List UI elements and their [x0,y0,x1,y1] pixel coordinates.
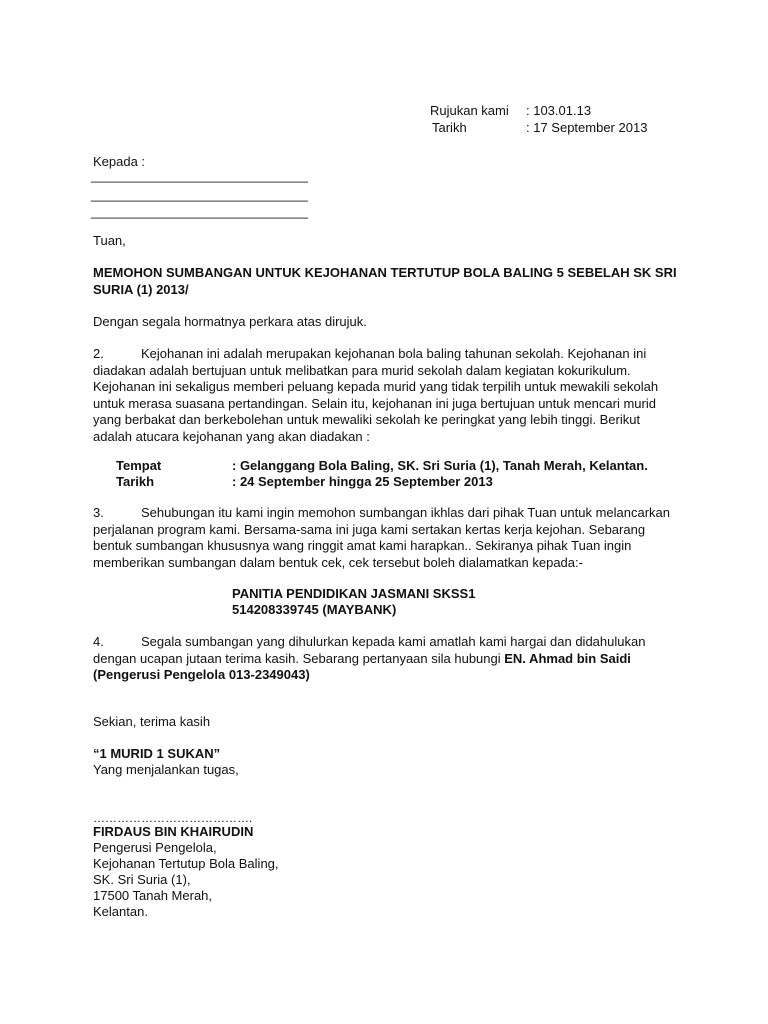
paragraph-2 [93,346,676,445]
address-line: Kejohanan Tertutup Bola Baling, [93,856,279,871]
tarikh-value: : 17 September 2013 [526,120,648,135]
event-tarikh-label: Tarikh [116,474,155,489]
opening-line: Dengan segala hormatnya perkara atas dirujuk. [93,314,367,329]
event-tempat-label: Tempat [116,458,162,473]
rujukan-value: : 103.01.13 [526,103,592,118]
letter-title-line2: SURIA (1) 2013/ [93,282,189,297]
paragraph-3-line: memberikan sumbangan dalam bentuk cek, cek tersebut boleh dialamatkan kepada:- [93,554,583,570]
paragraph-4-line: dengan ucapan jutaan terima kasih. Sebarang pertanyaan sila hubungi EN. Ahmad bin Saidi [93,650,631,666]
rujukan-label: Rujukan kami [430,103,509,118]
paragraph-3-line: 3. Sehubungan itu kami ingin memohon sumbangan ikhlas dari pihak Tuan untuk melancarkan [93,505,670,520]
paragraph-number: 2. [93,346,104,361]
signatory-name: FIRDAUS BIN KHAIRUDIN [93,824,254,839]
paragraph-2-line: yang berbakat dan berkebolehan untuk mewaliki sekolah ke peringkat yang lebih tinggi. Berikut [93,412,641,427]
payee-account: 514208339745 (MAYBANK) [232,602,397,617]
event-tempat-value: : Gelanggang Bola Baling, SK. Sri Suria (1), Tanah Merah, Kelantan. [232,458,648,473]
paragraph-4-line: 4. Segala sumbangan yang dihulurkan kepada kami amatlah kami hargai dan didahulukan [93,634,646,649]
contact-role-phone: (Pengerusi Pengelola 013-2349043) [93,667,310,682]
signature-line: …………………………………. [93,811,253,825]
recipient-label: Kepada : [93,154,146,169]
recipient-blank-line: ______________________________ [91,204,308,219]
paragraph-3 [93,505,676,571]
recipient-blank-line: ______________________________ [91,168,308,183]
paragraph-4 [93,634,676,684]
paragraph-2-line: adalah atucara kejohanan yang akan diadakan : [93,428,370,444]
paragraph-3-line: perjalanan program kami. Bersama-sama ini juga kami sertakan kertas kerja kejohan. Sebarang [93,521,646,537]
recipient-blank-line: ______________________________ [91,187,308,202]
paragraph-2-line: diadakan adalah bertujuan untuk melibatkan para murid sekolah dalam kegiatan kokurikulum. [93,362,631,378]
paragraph-2-line: 2. Kejohanan ini adalah merupakan kejohanan bola baling tahunan sekolah. Kejohanan ini [93,346,647,361]
address-line: SK. Sri Suria (1), [93,872,191,887]
closing-duty: Yang menjalankan tugas, [93,762,239,777]
contact-name: EN. Ahmad bin Saidi [504,650,631,666]
paragraph-3-line: bentuk sumbangan khususnya wang ringgit amat kami harapkan.. Sekiranya pihak Tuan ingin [93,538,632,553]
address-line: Kelantan. [93,904,148,919]
event-tarikh-value: : 24 September hingga 25 September 2013 [232,474,493,489]
tarikh-label: Tarikh [432,120,467,135]
closing-motto: “1 MURID 1 SUKAN” [93,746,221,761]
payee-name: PANITIA PENDIDIKAN JASMANI SKSS1 [232,586,476,601]
letter-title-line1: MEMOHON SUMBANGAN UNTUK KEJOHANAN TERTUTUP BOLA BALING 5 SEBELAH SK SRI [93,265,677,280]
address-line: 17500 Tanah Merah, [93,888,213,903]
paragraph-2-line: Kejohanan ini sekaligus memberi peluang kepada murid yang tidak terpilih untuk mewakili sekolah [93,379,659,394]
closing-thanks: Sekian, terima kasih [93,714,211,729]
paragraph-number: 4. [93,634,104,649]
paragraph-2-line: untuk merasa suasana pertandingan. Selain itu, kejohanan ini juga bertujuan untuk mencari murid [93,395,656,411]
paragraph-number: 3. [93,505,104,520]
salutation: Tuan, [93,233,126,248]
address-line: Pengerusi Pengelola, [93,840,217,855]
